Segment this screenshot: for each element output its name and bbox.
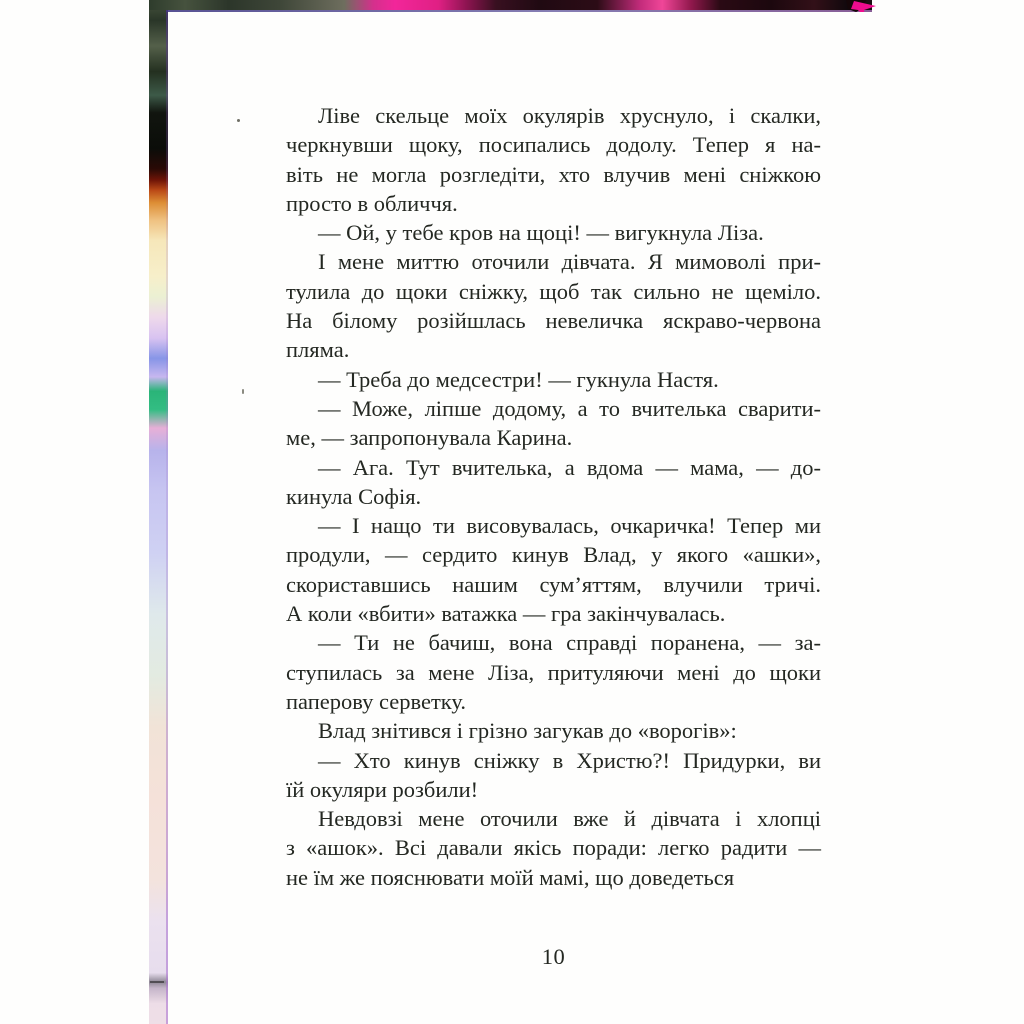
text-line: — Ага. Тут вчителька, а вдома — мама, — до- (318, 454, 821, 480)
paragraph (286, 365, 821, 394)
paragraph (286, 247, 821, 364)
text-line: віть не могла розгледіти, хто влучив мені сніжкою (286, 161, 821, 187)
text-line: — Ти не бачиш, вона справді поранена, — за- (318, 630, 821, 656)
text-line: не їм же пояснювати моїй мамі, що доведеться (286, 864, 735, 890)
dust-speck (237, 119, 240, 122)
text-line: ступилась за мене Ліза, притуляючи мені до щоки (286, 659, 821, 685)
text-line: паперову серветку. (286, 688, 467, 714)
paragraph (286, 628, 821, 716)
text-line: — Треба до медсестри! — гукнула Настя. (318, 366, 719, 392)
text-line: кинула Софія. (286, 483, 422, 509)
paragraph (286, 453, 821, 512)
paragraph (286, 511, 821, 628)
text-line: Ліве скельце моїх окулярів хруснуло, і скалки, (318, 103, 821, 128)
text-line: пляма. (286, 337, 350, 363)
paragraph (286, 394, 821, 453)
page-text (286, 101, 821, 892)
text-line: — І нащо ти висовувалась, очкаричка! Тепер ми (318, 513, 821, 539)
text-line: Влад знітився і грізно загукав до «ворогів»: (318, 718, 737, 744)
text-line: черкнувши щоку, посипались додолу. Тепер я на- (286, 132, 821, 158)
left-strip-mark (150, 981, 164, 983)
text-line: з «ашок». Всі давали якісь поради: легко радити — (286, 835, 821, 861)
paragraph (286, 804, 821, 892)
book-page (168, 12, 1024, 1024)
dust-speck (242, 389, 244, 394)
paragraph (286, 746, 821, 805)
text-line: Невдовзі мене оточили вже й дівчата і хлопці (318, 806, 821, 832)
text-line: тулила до щоки сніжку, щоб так сильно не щеміло. (286, 278, 821, 304)
text-line: І мене миттю оточили дівчата. Я мимоволі при- (318, 249, 821, 275)
text-line: скориставшись нашим сум’яттям, влучили тричі. (286, 571, 821, 597)
text-line: На білому розійшлась невеличка яскраво-червона (286, 308, 821, 334)
text-line: продули, — сердито кинув Влад, у якого «ашки», (286, 542, 821, 568)
paragraph (286, 101, 821, 218)
text-line: ме, — запропонувала Карина. (286, 425, 573, 451)
text-line: їй окуляри розбили! (286, 776, 479, 802)
page-number: 10 (541, 944, 566, 969)
text-line: — Може, ліпше додому, а то вчителька сварити- (318, 395, 821, 421)
text-line: просто в обличчя. (286, 190, 458, 216)
text-line: — Ой, у тебе кров на щоці! — вигукнула Ліза. (318, 220, 764, 246)
text-line: А коли «вбити» ватажка — гра закінчувалась. (286, 601, 726, 627)
background-top-edge-strip (149, 0, 872, 10)
paragraph (286, 716, 821, 745)
paragraph (286, 218, 821, 247)
text-line: — Хто кинув сніжку в Христю?! Придурки, ви (318, 747, 821, 773)
